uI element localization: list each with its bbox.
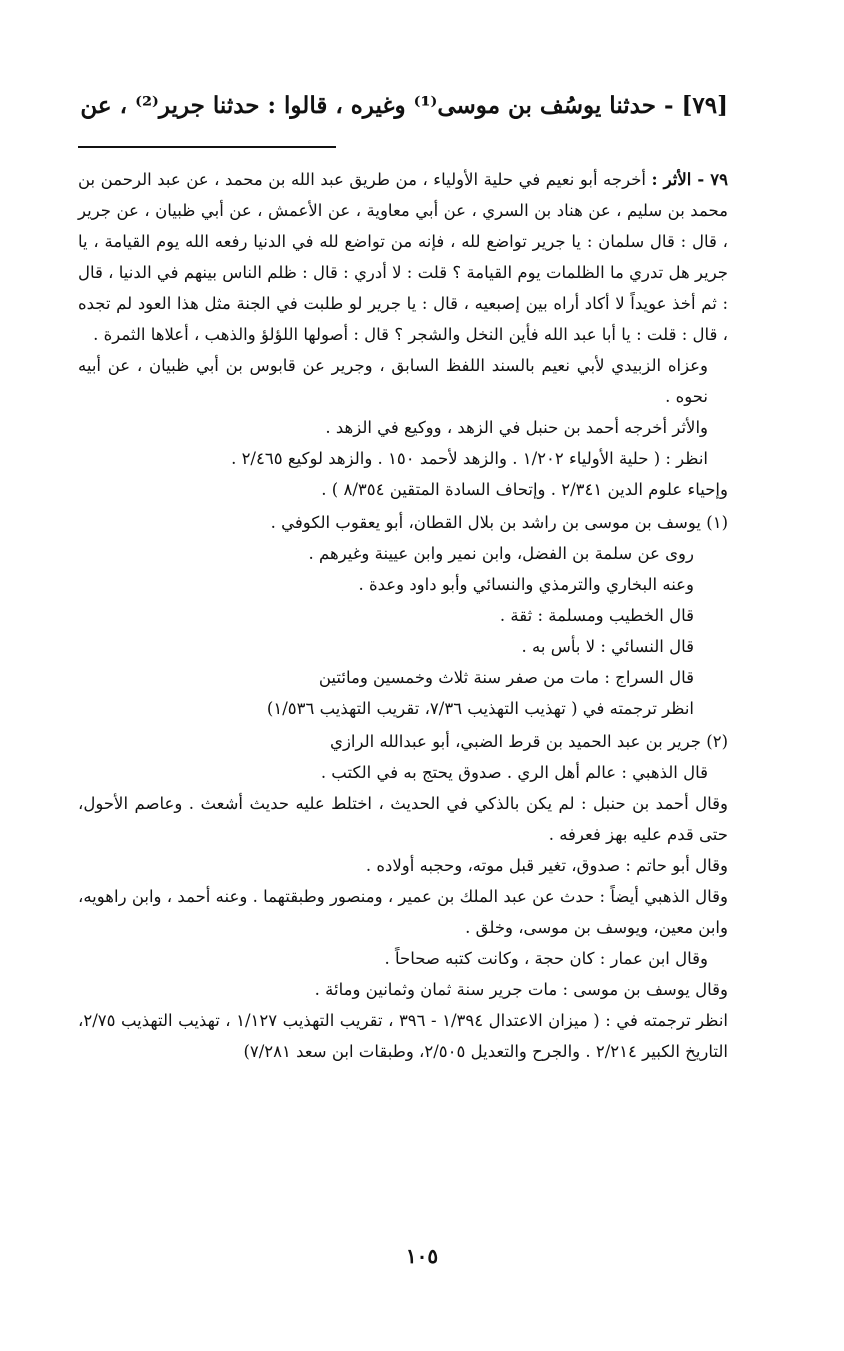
footnote-1-line: قال الخطيب ومسلمة : ثقة . <box>499 606 694 625</box>
footnote-2-line: وقال أحمد بن حنبل : لم يكن بالذكي في الحديث ، اختلط عليه حديث أشعث . وعاصم الأحول، حتى قدم عليه بهز فعرفه . <box>78 794 728 844</box>
page-number: ١٠٥ <box>405 1244 439 1268</box>
athar-label: ٧٩ - الأثر : <box>651 170 728 189</box>
footnote-2-line: قال الذهبي : عالم أهل الري . صدوق يحتج به في الكتب . <box>320 763 708 782</box>
footnote-1-line: قال النسائي : لا بأس به . <box>521 637 694 656</box>
footnote-1-line: روى عن سلمة بن الفضل، وابن نمير وابن عيينة وغيرهم . <box>308 544 694 563</box>
footnote-2 <box>78 726 728 1067</box>
footnote-2-line: وقال يوسف بن موسى : مات جرير سنة ثمان وثمانين ومائة . <box>314 980 728 999</box>
footnote-2-line: وقال أبو حاتم : صدوق، تغير قبل موته، وحجبه أولاده . <box>365 856 728 875</box>
athar-note <box>78 164 728 350</box>
athar-text: أخرجه أبو نعيم في حلية الأولياء ، من طريق عبد الله بن محمد ، عن عبد الرحمن بن محمد بن سليم ، عن هناد بن السري ، عن أبي معاوية ، عن الأعمش ، عن أبي ظبيان ، عن جرير ، قال : قال سلمان : يا جرير تواضع لله ، فإنه من تواضع لله في الدنيا رفعه الله يوم القيامة ، يا جرير هل تدري ما الظلمات يوم القيامة ؟ قلت : لا أدري : قال : ظلم الناس بينهم في الدنيا ، قال : ثم أخذ عويداً لا أكاد أراه بين إصبعيه ، قال : يا جرير لو طلبت في الجنة مثل هذا العود لم تجده ، قال : قلت : يا أبا عبد الله فأين النخل والشجر ؟ قال : أصولها اللؤلؤ والذهب ، أعلاها الثمرة . <box>78 170 728 344</box>
ahmad-note: والأثر أخرجه أحمد بن حنبل في الزهد ، ووكيع في الزهد . <box>325 418 708 437</box>
footnote-divider <box>78 146 336 148</box>
footnote-1-line: وعنه البخاري والترمذي والنسائي وأبو داود وعدة . <box>358 575 694 594</box>
footnote-2-line: وقال الذهبي أيضاً : حدث عن عبد الملك بن عمير ، ومنصور وطبقتهما . وعنه أحمد ، وابن راهويه، وابن معين، ويوسف بن موسى، وخلق . <box>78 887 728 937</box>
footnote-1-head: (١) يوسف بن موسى بن راشد بن بلال القطان، أبو يعقوب الكوفي . <box>270 513 728 532</box>
hadith-heading: [٧٩] - حدثنا يوسُف بن موسى⁽¹⁾ وغيره ، قالوا : حدثنا جرير⁽²⁾ ، عن <box>80 92 728 119</box>
athar-refs-2: وإحياء علوم الدين ٢/٣٤١ . وإتحاف السادة المتقين ٨/٣٥٤ ) . <box>321 480 728 499</box>
footnote-1-line: انظر ترجمته في ( تهذيب التهذيب ٧/٣٦، تقريب التهذيب ١/٥٣٦) <box>266 699 694 718</box>
athar-refs-1: انظر : ( حلية الأولياء ١/٢٠٢ . والزهد لأحمد ١٥٠ . والزهد لوكيع ٢/٤٦٥ . <box>231 449 708 468</box>
footnote-2-line: وقال ابن عمار : كان حجة ، وكانت كتبه صحاحاً . <box>384 949 708 968</box>
footnote-2-line: انظر ترجمته في : ( ميزان الاعتدال ١/٣٩٤ - ٣٩٦ ، تقريب التهذيب ١/١٢٧ ، تهذيب التهذيب ٢/٧٥، التاريخ الكبير ٢/٢١٤ . والجرح والتعديل ٢/٥٠٥، وطبقات ابن سعد ٧/٢٨١) <box>78 1011 728 1061</box>
footnote-1 <box>78 507 728 724</box>
footnote-1-line: قال السراج : مات من صفر سنة ثلاث وخمسين ومائتين <box>318 668 694 687</box>
zubaidi-note: وعزاه الزبيدي لأبي نعيم بالسند اللفظ السابق ، وجرير عن قابوس بن أبي ظبيان ، عن أبيه نحوه . <box>78 356 708 406</box>
page-body <box>78 84 728 1067</box>
footnote-2-head: (٢) جرير بن عبد الحميد بن قرط الضبي، أبو عبدالله الرازي <box>330 732 728 751</box>
